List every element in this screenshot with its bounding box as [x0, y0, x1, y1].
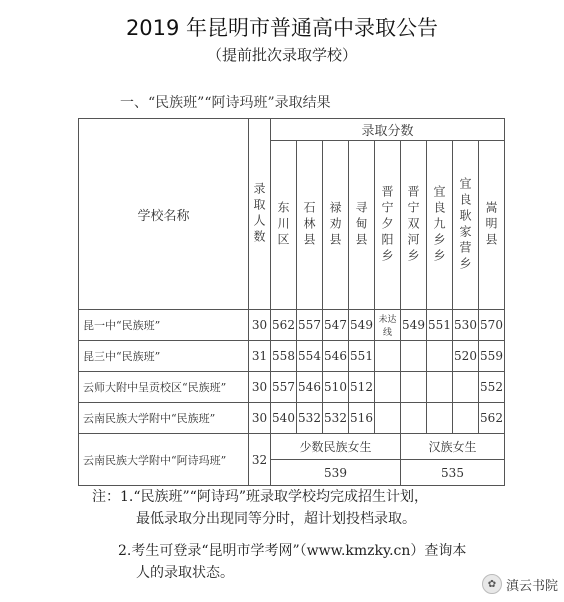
score-cell: [427, 403, 453, 434]
minority-score: 539: [271, 460, 401, 486]
school-name: 昆一中“民族班”: [79, 310, 249, 341]
school-header-cell: [79, 119, 249, 310]
admission-table: [78, 118, 505, 486]
score-cell: 510: [323, 372, 349, 403]
area-header: 宜良耿家营乡: [453, 141, 479, 310]
han-label: 汉族女生: [401, 434, 505, 460]
area-header: 寻甸县: [349, 141, 375, 310]
note-line: 2.考生可登录“昆明市学考网”（www.kmzky.cn）查询本: [118, 543, 467, 559]
score-cell: [453, 403, 479, 434]
note-line: 人的录取状态。: [136, 565, 234, 581]
table-row: [79, 310, 505, 341]
score-cell: 551: [349, 341, 375, 372]
score-cell: 546: [297, 372, 323, 403]
school-name: 昆三中“民族班”: [79, 341, 249, 372]
note-line: 注：1.“民族班”“阿诗玛”班录取学校均完成招生计划，: [92, 489, 428, 505]
score-cell: [401, 372, 427, 403]
score-cell: 547: [323, 310, 349, 341]
scores-header: 录取分数: [271, 119, 505, 141]
score-cell: 516: [349, 403, 375, 434]
score-cell: [375, 341, 401, 372]
note-line: 最低录取分出现同等分时，超计划投档录取。: [136, 511, 416, 527]
score-cell: 552: [479, 372, 505, 403]
school-header: 学校名称: [137, 208, 190, 224]
score-cell: 未达线: [375, 310, 401, 341]
score-cell: [453, 372, 479, 403]
score-cell: 557: [297, 310, 323, 341]
score-cell: 532: [297, 403, 323, 434]
page-subtitle: （提前批次录取学校）: [206, 46, 357, 64]
quota-cell: 30: [249, 403, 271, 434]
school-name: 云南民族大学附中“民族班”: [79, 403, 249, 434]
school-name: 云师大附中呈贡校区“民族班”: [79, 372, 249, 403]
score-cell: 532: [323, 403, 349, 434]
area-header: 嵩明县: [479, 141, 505, 310]
score-cell: [375, 403, 401, 434]
score-cell: 520: [453, 341, 479, 372]
score-cell: 562: [479, 403, 505, 434]
quota-cell: 32: [249, 434, 271, 486]
table-row: [79, 372, 505, 403]
score-cell: 558: [271, 341, 297, 372]
score-cell: [401, 403, 427, 434]
quota-cell: 31: [249, 341, 271, 372]
area-header: 禄劝县: [323, 141, 349, 310]
quota-header-cell: [249, 119, 271, 310]
watermark: [482, 574, 558, 594]
school-name: 云南民族大学附中“阿诗玛班”: [79, 434, 249, 486]
score-cell: 554: [297, 341, 323, 372]
score-cell: [401, 341, 427, 372]
table-row: [79, 403, 505, 434]
quota-header: 录取人数: [252, 182, 266, 246]
area-header: 晋宁双河乡: [401, 141, 427, 310]
han-score: 535: [401, 460, 505, 486]
table-row: [79, 341, 505, 372]
score-cell: 551: [427, 310, 453, 341]
minority-label: 少数民族女生: [271, 434, 401, 460]
page-title: 2019 年昆明市普通高中录取公告: [125, 16, 439, 40]
area-header: 东川区: [271, 141, 297, 310]
score-cell: [427, 341, 453, 372]
quota-cell: 30: [249, 372, 271, 403]
score-cell: 549: [401, 310, 427, 341]
wechat-account-icon: ✿: [482, 574, 502, 594]
score-cell: 546: [323, 341, 349, 372]
area-header: 宜良九乡乡: [427, 141, 453, 310]
score-cell: 512: [349, 372, 375, 403]
section-title: 一、“民族班”“阿诗玛班”录取结果: [120, 95, 331, 111]
area-header: 石林县: [297, 141, 323, 310]
watermark-text: 滇云书院: [505, 578, 558, 594]
score-cell: 557: [271, 372, 297, 403]
quota-cell: 30: [249, 310, 271, 341]
notes: [92, 486, 466, 584]
score-cell: 540: [271, 403, 297, 434]
area-header: 晋宁夕阳乡: [375, 141, 401, 310]
score-cell: 559: [479, 341, 505, 372]
score-cell: [427, 372, 453, 403]
ashima-row-labels: [79, 434, 505, 460]
score-cell: 562: [271, 310, 297, 341]
score-cell: 570: [479, 310, 505, 341]
score-cell: 549: [349, 310, 375, 341]
score-cell: 530: [453, 310, 479, 341]
score-cell: [375, 372, 401, 403]
